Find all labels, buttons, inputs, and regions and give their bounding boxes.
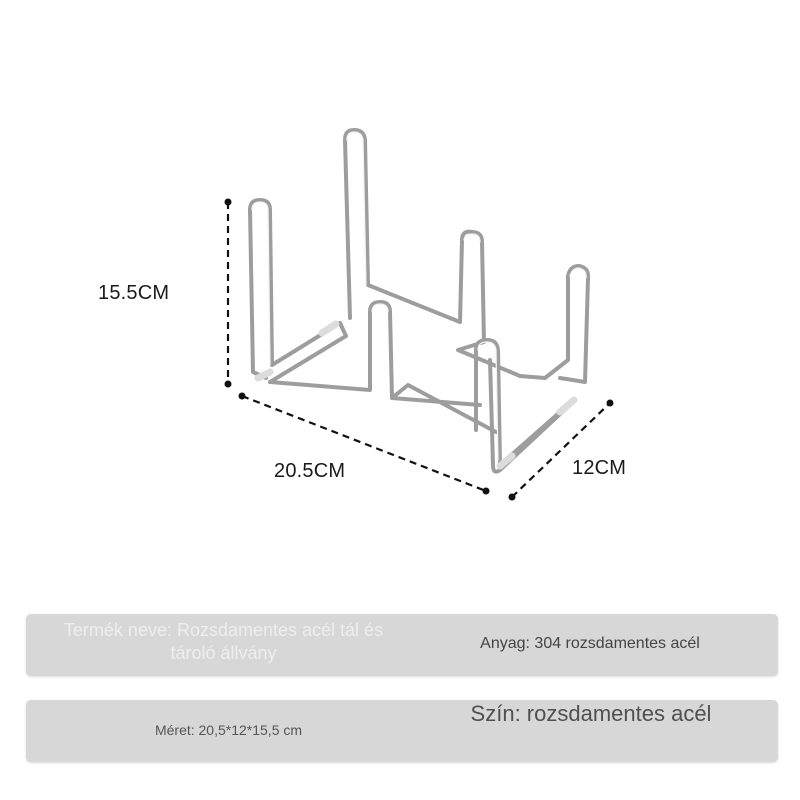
height-label: 15.5CM (98, 282, 170, 304)
left-frame (250, 200, 346, 382)
depth-label: 12CM (572, 457, 627, 479)
dimension-lines (228, 202, 610, 497)
width-label: 20.5CM (274, 460, 346, 482)
end-cap (560, 400, 574, 412)
right-back-frame (520, 266, 588, 382)
depth-dimension-line (512, 403, 610, 497)
spec-bar-size-color (26, 700, 778, 762)
product-name: Termék neve: Rozsdamentes acél tál és tároló állvány (63, 620, 384, 663)
cross-bar (392, 385, 496, 432)
wire-rack (250, 130, 588, 472)
product-size: Méret: 20,5*12*15,5 cm (154, 722, 303, 738)
end-cap (322, 324, 336, 333)
end-cap (258, 372, 270, 378)
product-color: Szín: rozsdamentes acél (470, 701, 712, 726)
product-material: Anyag: 304 rozsdamentes acél (480, 635, 700, 652)
spec-bar-name-material (26, 614, 778, 676)
